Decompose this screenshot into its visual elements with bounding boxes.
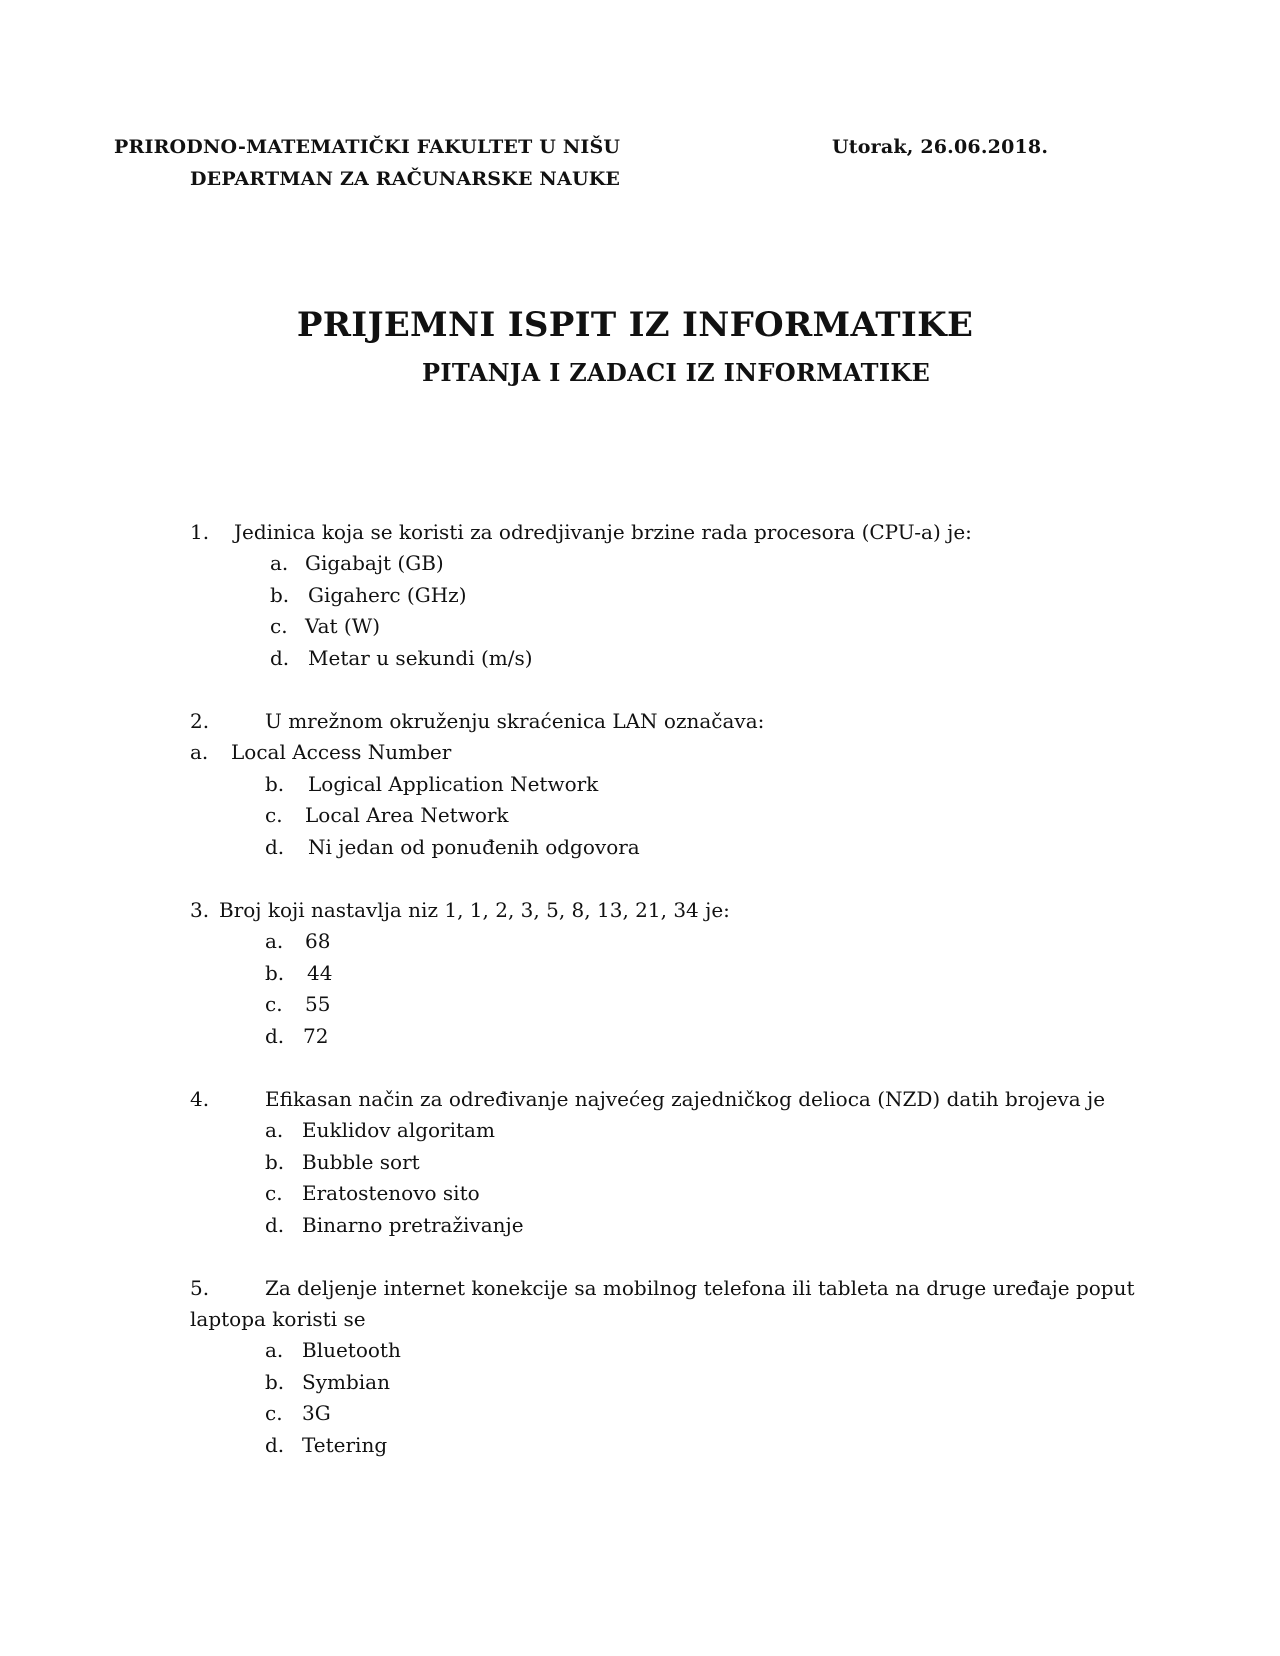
option-letter: a. bbox=[270, 551, 289, 575]
option-text: Gigaherc (GHz) bbox=[308, 583, 467, 607]
option-text: 68 bbox=[305, 929, 331, 953]
question-text: Jedinica koja se koristi za odredjivanje brzine rada procesora (CPU-a) je: bbox=[234, 520, 972, 544]
option-letter: b. bbox=[270, 583, 290, 607]
option-letter: d. bbox=[270, 646, 290, 670]
option-text: Local Access Number bbox=[231, 740, 452, 764]
option-letter: c. bbox=[265, 992, 283, 1016]
option-text: 55 bbox=[305, 992, 331, 1016]
option-text: Binarno pretraživanje bbox=[302, 1213, 524, 1237]
option-text: Local Area Network bbox=[305, 803, 509, 827]
question-text: Za deljenje internet konekcije sa mobilnog telefona ili tableta na druge uređaje poput bbox=[265, 1276, 1135, 1300]
option-letter: c. bbox=[265, 1181, 283, 1205]
option-text: Bubble sort bbox=[302, 1150, 420, 1174]
option-text: Gigabajt (GB) bbox=[305, 551, 444, 575]
option-text: 44 bbox=[307, 961, 333, 985]
faculty-name: PRIRODNO-MATEMATIČKI FAKULTET U NIŠU bbox=[114, 136, 621, 158]
question-text: U mrežnom okruženju skraćenica LAN označava: bbox=[265, 709, 765, 733]
option-text: Tetering bbox=[302, 1433, 388, 1457]
option-text: Bluetooth bbox=[302, 1338, 401, 1362]
option-text: Vat (W) bbox=[305, 614, 381, 638]
department-name: DEPARTMAN ZA RAČUNARSKE NAUKE bbox=[190, 168, 621, 190]
question-number: 1. bbox=[190, 520, 210, 544]
option-letter: d. bbox=[265, 1024, 285, 1048]
option-letter: b. bbox=[265, 1150, 285, 1174]
option-text: 72 bbox=[303, 1024, 329, 1048]
page-title: PRIJEMNI ISPIT IZ INFORMATIKE bbox=[296, 305, 974, 345]
page-subtitle: PITANJA I ZADACI IZ INFORMATIKE bbox=[422, 358, 931, 387]
question-text: Efikasan način za određivanje najvećeg zajedničkog delioca (NZD) datih brojeva je bbox=[265, 1087, 1106, 1111]
option-text: Eratostenovo sito bbox=[302, 1181, 480, 1205]
option-letter: c. bbox=[265, 803, 283, 827]
option-letter: d. bbox=[265, 1213, 285, 1237]
option-letter: a. bbox=[190, 740, 209, 764]
option-text: Euklidov algoritam bbox=[302, 1118, 495, 1142]
option-letter: b. bbox=[265, 1370, 285, 1394]
option-letter: c. bbox=[265, 1401, 283, 1425]
option-letter: d. bbox=[265, 1433, 285, 1457]
option-letter: a. bbox=[265, 1338, 284, 1362]
option-text: Logical Application Network bbox=[308, 772, 599, 796]
question-number: 4. bbox=[190, 1087, 210, 1111]
option-letter: a. bbox=[265, 1118, 284, 1142]
question-text: Broj koji nastavlja niz 1, 1, 2, 3, 5, 8, 13, 21, 34 je: bbox=[219, 898, 730, 922]
option-letter: a. bbox=[265, 929, 284, 953]
option-letter: b. bbox=[265, 961, 285, 985]
question-number: 5. bbox=[190, 1276, 210, 1300]
option-letter: c. bbox=[270, 614, 288, 638]
question-text-continued: laptopa koristi se bbox=[190, 1307, 366, 1331]
option-text: Symbian bbox=[302, 1370, 390, 1394]
question-number: 3. bbox=[190, 898, 210, 922]
option-letter: d. bbox=[265, 835, 285, 859]
option-text: Ni jedan od ponuđenih odgovora bbox=[308, 835, 640, 859]
exam-date: Utorak, 26.06.2018. bbox=[832, 136, 1049, 158]
option-text: Metar u sekundi (m/s) bbox=[308, 646, 533, 670]
option-text: 3G bbox=[302, 1401, 331, 1425]
question-number: 2. bbox=[190, 709, 210, 733]
option-letter: b. bbox=[265, 772, 285, 796]
